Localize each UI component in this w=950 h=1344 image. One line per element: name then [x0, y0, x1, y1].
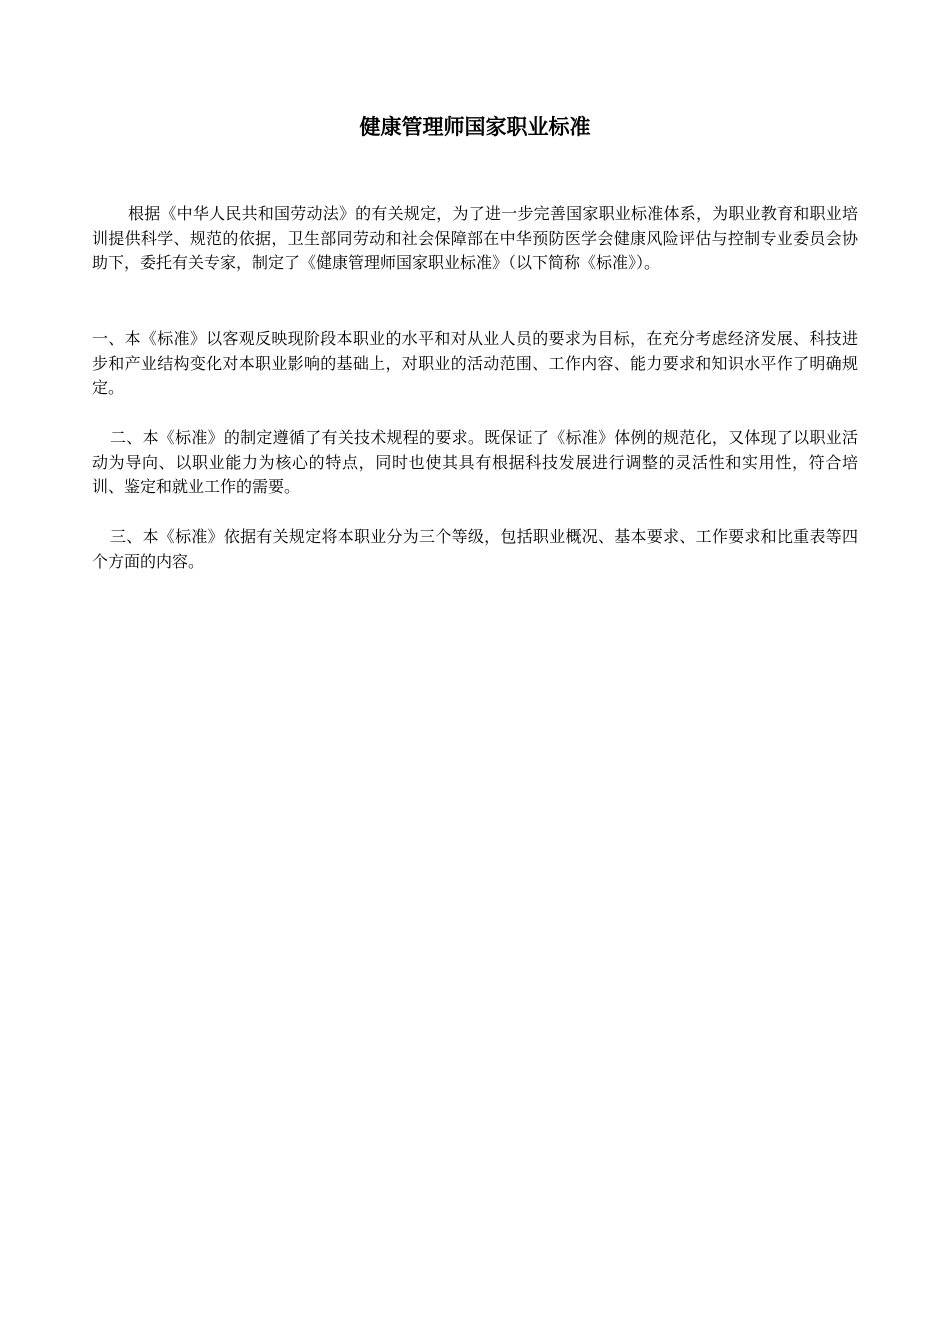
- paragraph-three: 三、本《标准》依据有关规定将本职业分为三个等级，包括职业概况、基本要求、工作要求和比重表等四个方面的内容。: [92, 527, 858, 571]
- intro-paragraph: 根据《中华人民共和国劳动法》的有关规定，为了进一步完善国家职业标准体系，为职业教育和职业培训提供科学、规范的依据，卫生部同劳动和社会保障部在中华预防医学会健康风险评估与控制专业委员会协助下，委托有关专家，制定了《健康管理师国家职业标准》（以下简称《标准》）。: [92, 204, 858, 272]
- paragraph-one: 一、本《标准》以客观反映现阶段本职业的水平和对从业人员的要求为目标，在充分考虑经济发展、科技进步和产业结构变化对本职业影响的基础上，对职业的活动范围、工作内容、能力要求和知识水平作了明确规定。: [92, 329, 858, 397]
- document-title: 健康管理师国家职业标准: [359, 114, 591, 139]
- paragraph-two: 二、本《标准》的制定遵循了有关技术规程的要求。既保证了《标准》体例的规范化，又体现了以职业活动为导向、以职业能力为核心的特点，同时也使其具有根据科技发展进行调整的灵活性和实用性，符合培训、鉴定和就业工作的需要。: [92, 428, 858, 496]
